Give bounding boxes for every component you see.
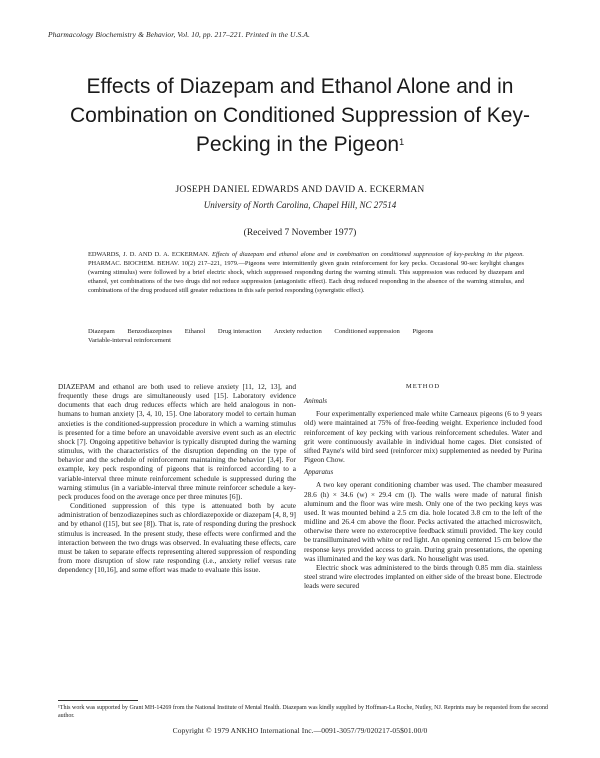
keyword: Variable-interval reinforcement xyxy=(88,337,171,344)
article-title-text: Effects of Diazepam and Ethanol Alone and in Combination on Conditioned Suppression of Key-Pecking in the Pigeon xyxy=(70,75,530,156)
left-column xyxy=(58,382,296,574)
abstract xyxy=(88,250,524,295)
keyword: Benzodiazepines xyxy=(127,328,173,335)
apparatus-paragraph-1: A two key operant conditioning chamber was used. The chamber measured 28.6 (h) × 34.6 (w) × 29.4 cm (l). The walls were made of natural finish aluminum and the floor was wire mesh. Only one of the two pecking keys was used. It was mounted behind a 2.5 cm dia. hole located 3.8 cm to the left of the midline and 26.4 cm above the floor. Pecks activated the attached microswitch, otherwise there were no exteroceptive feedback stimuli provided. The key could be transilluminated with white or red light. An opening centered 15 cm below the response keys provided access to grain. During grain presentations, the opening was illuminated and the key was dark. No houselight was used. xyxy=(304,480,542,563)
article-title xyxy=(40,72,560,159)
keyword: Conditioned suppression xyxy=(334,328,400,335)
affiliation: University of North Carolina, Chapel Hill, NC 27514 xyxy=(203,200,397,210)
subheading-apparatus: Apparatus xyxy=(304,468,334,477)
keyword: Pigeons xyxy=(412,328,434,335)
animals-paragraph: Four experimentally experienced male white Carneaux pigeons (6 to 9 years old) were maintained at 75% of free-feeding weight. Experience included food reinforcement of key pecking with various reinforcement schedules. Water and grit were continuously available in individual home cages. Diet consisted of sifted Payne's wild bird seed (reinforcer mix) supplemented as needed by Purina Pigeon Chow. xyxy=(304,409,542,465)
keyword: Anxiety reduction xyxy=(273,328,322,335)
right-column xyxy=(304,382,542,590)
apparatus-paragraph-2: Electric shock was administered to the birds through 0.85 mm dia. stainless steel strand wire electrodes implanted on either side of the breast bone. Electrode leads were secured xyxy=(304,562,542,591)
intro-paragraph-1: DIAZEPAM and ethanol are both used to relieve anxiety [11, 12, 13], and frequently these drugs are simultaneously used [15]. Laboratory evidence documents that each drug reduces effects which are held analogous in non-humans to human anxiety [3, 4, 10, 15]. One laboratory model to certain human anxieties is the conditioned-suppression procedure in which a warning stimulus is presented for a time before an unavoidable aversive event such as an electric shock [7]. Ongoing appetitive behavior is typically disrupted during the warning stimulus, with the characteristics of the disruption depending on the type of behavior and the schedule of reinforcement maintaining the behavior [3,4]. For example, key peck responding of pigeons that is reinforced according to a variable-interval three minute reinforcement schedule is suppressed during the warning stimulus (in a variable-interval three minute reinforcer schedule a key-peck produces food on the average once per three minutes [6]). xyxy=(58,382,296,501)
keyword: Drug interaction xyxy=(217,328,262,335)
subheading-animals: Animals xyxy=(304,397,327,406)
received-date: (Received 7 November 1977) xyxy=(243,228,357,238)
footnote: ¹This work was supported by Grant MH-14269 from the National Institute of Mental Health. Diazepam was kindly supplied by Hoffman-La Roche, Nutley, NJ. Reprints may be requested from the second author. xyxy=(58,705,548,720)
title-footnote-mark: 1 xyxy=(399,137,405,147)
running-head: Pharmacology Biochemistry & Behavior, Vol. 10, pp. 217–221. Printed in the U.S.A. xyxy=(48,30,311,39)
abstract-lead: EDWARDS, J. D. AND D. A. ECKERMAN. xyxy=(88,251,212,258)
copyright-line: Copyright © 1979 ANKHO International Inc.—0091-3057/79/020217-05$01.00/0 xyxy=(172,726,428,735)
keyword: Diazepam xyxy=(88,328,115,335)
keyword: Ethanol xyxy=(184,328,206,335)
intro-paragraph-2: Conditioned suppression of this type is attenuated both by acute administration of benzodiazepines such as chlordiazepoxide or diazepam [4, 8, 9] and by ethanol ([15], but see [8]). That is, rate of responding during the preshock stimulus is increased. In the present study, these effects were confirmed and the interaction between the two drugs was observed. In evaluating these effects, care must be taken to separate effects representing altered suppression of responding from more disruption of slow rate responding (i.e., anxiety relief versus rate dependency [10,16], and some effort was made to evaluate this issue. xyxy=(58,501,296,575)
abstract-citation-title: Effects of diazepam and ethanol alone and in combination on conditioned suppression of key-pecking in the pigeon. xyxy=(212,251,524,258)
authors: JOSEPH DANIEL EDWARDS AND DAVID A. ECKERMAN xyxy=(175,185,425,195)
footnote-divider xyxy=(58,700,138,701)
keywords xyxy=(88,327,528,345)
section-heading-method: METHOD xyxy=(405,383,441,390)
abstract-body: PHARMAC. BIOCHEM. BEHAV. 10(2) 217–221, 1979.—Pigeons were intermittently given grain reinforcement for key pecks. Occasional 90-sec keylight changes (warning stimulus) were followed by a brief electric shock, which suppressed responding during the warning stimuli. This suppression was reduced by diazepam and ethanol, yet combinations of the two drugs did not reduce suppression (antagonistic effect). Each drug reduced responding in the absence of the warning stimulus, and combinations of the drug produced still greater reductions in this safe period responding (synergistic effect). xyxy=(88,260,524,294)
